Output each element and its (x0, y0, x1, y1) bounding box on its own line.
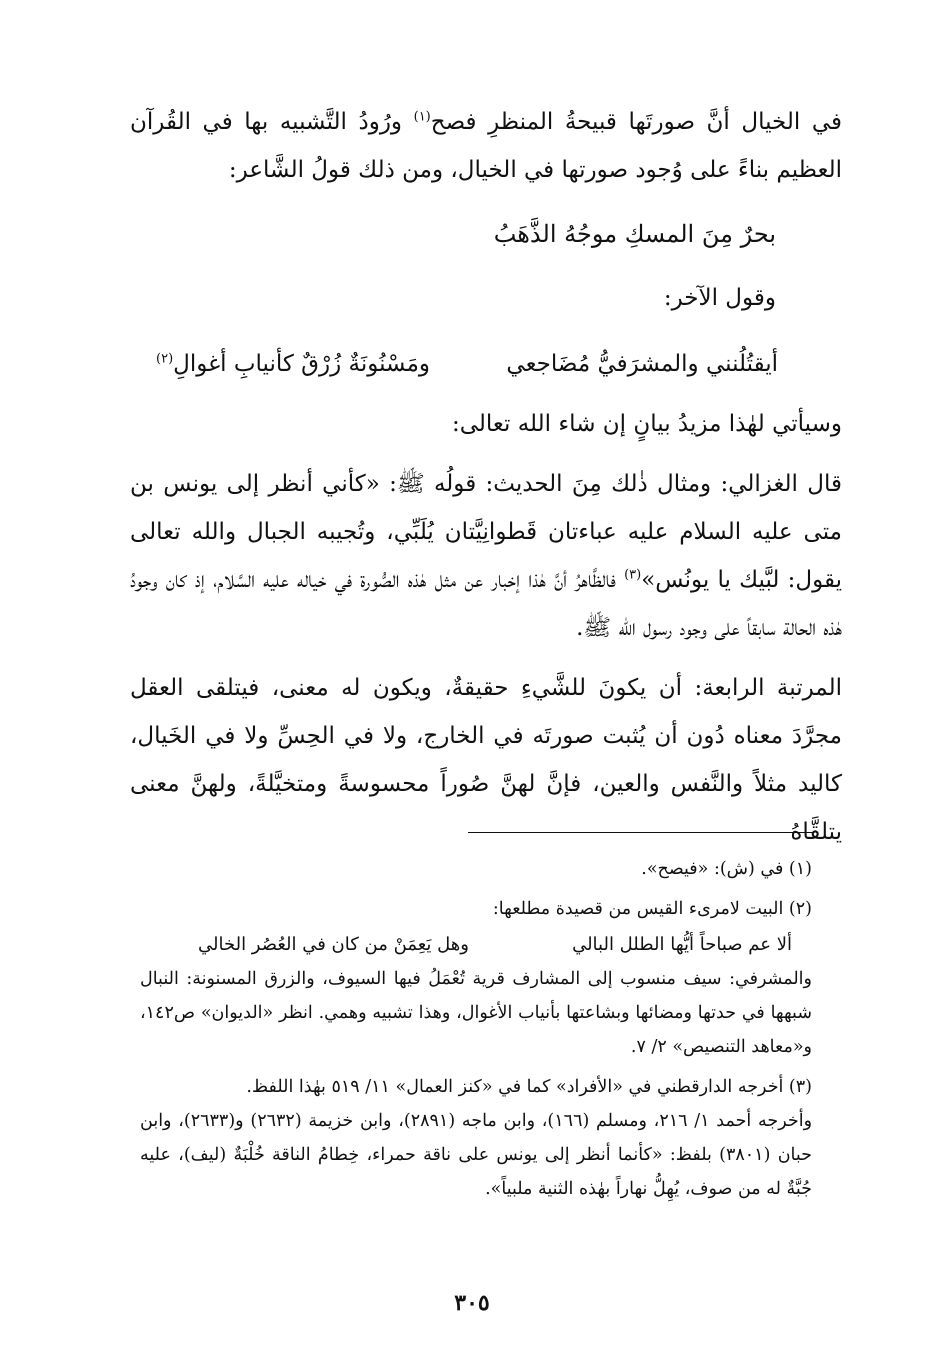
para1-text-a: في الخيال أنَّ صورتَها قبيحةُ المنظرِ فصح (430, 109, 843, 135)
main-text (130, 98, 842, 856)
footnote-marker-3: (٣) (624, 567, 642, 583)
para2-text-b: فالظَّاهرُ أنَّ هٰذا إخبار عن مثل هٰذه الصُّورة في خياله عليه السَّلام، إذ كان وجودُ هٰذه الحالة سابقاً على وجود رسول الله ﷺ. (130, 567, 842, 641)
footnote-2-verse-first: ألا عم صباحاً أيُّها الطلل البالي (572, 934, 792, 955)
footnote-divider (468, 832, 814, 833)
footnotes (140, 852, 812, 1206)
closing-line: وسيأتي لهٰذا مزيدُ بيانٍ إن شاء الله تعالى: (451, 411, 842, 437)
footnote-1: (١) في (ش): «فيصح». (641, 859, 812, 879)
page-number: ٣٠٥ (454, 1290, 490, 1316)
verse-line-2 (156, 340, 778, 388)
verse-2-intro: وقول الآخر: (663, 285, 776, 311)
footnote-2-verse-second: وهل يَعِمَنْ من كان في العُصُر الخالي (198, 934, 469, 955)
footnote-2-intro: (٢) البيت لامرىء القيس من قصيدة مطلعها: (492, 899, 812, 919)
footnote-marker-1: (١) (413, 109, 431, 125)
para1-text-b: ورُودُ التَّشبيه بها في القُرآن العظيم بناءً على وُجود صورتها في الخيال، ومن ذلك قولُ الشَّاعر: (130, 109, 842, 183)
verse-line-1: بحرٌ مِنَ المسكِ موجُهُ الذَّهَبُ (493, 220, 776, 248)
footnote-3-rest: وأخرجه أحمد ١/ ٢١٦، ومسلم (١٦٦)، وابن ماجه (٢٨٩١)، وابن خزيمة (٢٦٣٢) و(٢٦٣٣)، وابن حبان (٣٨٠١) بلفظ: «كأنما أنظر إلى يونس على ناقة حمراء، خِطامُ الناقة خُلْبَةٌ (ليف)، عليه جُبَّةٌ له من صوف، يُهِلُّ نهاراً بهٰذه الثنية ملبياً». (140, 1111, 813, 1199)
footnote-marker-2: (٢) (156, 351, 174, 367)
para2-text-a: قال الغزالي: ومثال ذٰلك مِنَ الحديث: قولُه ﷺ: «كأني أنظر إلى يونس بن متى عليه السلام عليه عباءتان قَطوانِيَّتان يُلَبِّي، وتُجيبه الجبال والله تعالى يقول: لبَّيك يا يونُس» (130, 471, 843, 593)
footnote-3-line-1: (٣) أخرجه الدارقطني في «الأفراد» كما في «كنز العمال» ١١/ ٥١٩ بهٰذا اللفظ. (246, 1077, 812, 1097)
paragraph-intro (130, 98, 842, 194)
footnote-2-explanation: والمشرفي: سيف منسوب إلى المشارف قرية تُعْمَلُ فيها السيوف، والزرق المسنونة: النبال شبهها في حدتها ومضائها وبشاعتها بأنياب الأغوال، وهذا تشبيه وهمي. انظر «الديوان» ص١٤٢، و«معاهد التنصيص» ٢/ ٧. (140, 969, 812, 1057)
paragraph-fourth-rank: المرتبة الرابعة: أن يكونَ للشَّيءِ حقيقةٌ، ويكون له معنى، فيتلقى العقل مجرَّدَ معناه دُون أن يُثبت صورتَه في الخارج، ولا في الحِسِّ ولا في الخَيال، كاليد مثلاً والنَّفس والعين، فإنَّ لهنَّ صُوراً محسوسةً ومتخيَّلةً، ولهنَّ معنى يتلقَّاهُ (130, 675, 842, 845)
footnote-2-verse (198, 928, 792, 962)
verse-2-second-text: ومَسْنُونَةٌ زُرْقٌ كأنيابِ أغوالِ (173, 351, 430, 377)
verse-2-first-hemistich: أيقتُلُنني والمشرَفيُّ مُضَاجعي (506, 351, 778, 377)
verse-2-second-hemistich (156, 340, 430, 388)
paragraph-ghazali (130, 460, 842, 652)
